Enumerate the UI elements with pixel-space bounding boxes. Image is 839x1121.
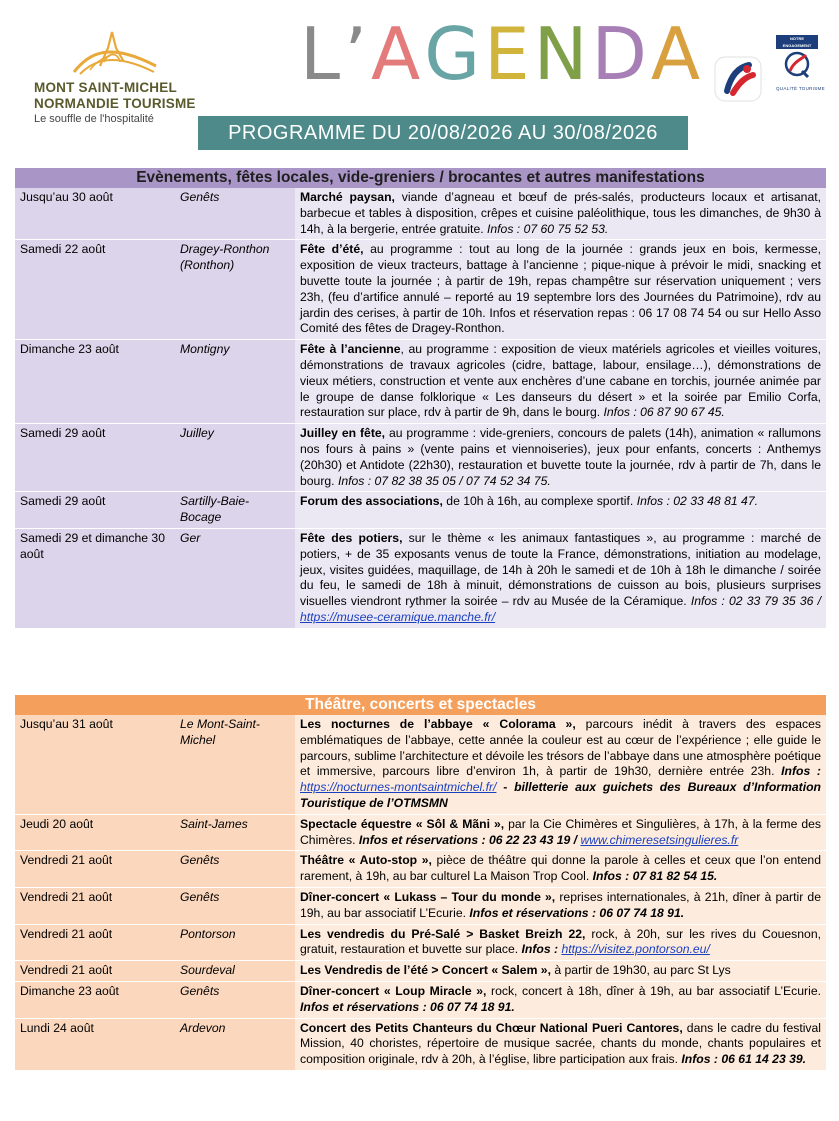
event-date: Vendredi 21 août xyxy=(15,887,175,924)
event-name: Fête à l’ancienne xyxy=(300,342,401,357)
event-name: Dîner-concert « Loup Miracle », xyxy=(300,983,487,998)
shows-section-title: Théâtre, concerts et spectacles xyxy=(15,695,826,715)
event-details: au programme : tout au long de la journée : grands jeux en bois, kermesse, exposition de vieux tracteurs, battage à l’ancienne ; pique-nique à prévoir le midi, snacking et buvette toute la journée ; à partir de 19h, repas champêtre sur réservation uniquement ; vers 23h, (feu d’artifice annulé – reporté au 19 septembre lors des Journées du Patrimoine), rdv au jardin des cerises, à partir de 10h. Infos et réservation repas : 06 17 08 74 54 ou sur Hello Asso Comité des fêtes de Dragey-Ronthon. xyxy=(300,242,821,336)
event-details: rock, concert à 18h, dîner à 19h, au bar associatif L’Ecurie. xyxy=(486,983,821,998)
event-date: Vendredi 21 août xyxy=(15,961,175,982)
event-infos: Infos : 07 81 82 54 15. xyxy=(592,869,718,884)
event-infos: Infos et réservations : 06 07 74 18 91. xyxy=(300,999,515,1014)
brand-logo xyxy=(26,22,196,132)
event-details: viande d’agneau et bœuf de prés-salés, producteurs locaux et artisanat, barbecue et tables à disposition, crêpes et cuisine paléolithique, tous les dimanches, de 9h30 à 14h, à la bergerie, entrée gratuite. xyxy=(300,190,821,236)
event-place: Montigny xyxy=(175,340,295,424)
event-description xyxy=(295,814,826,851)
event-name: Concert des Petits Chanteurs du Chœur National Pueri Cantores, xyxy=(300,1020,683,1035)
event-date: Jeudi 20 août xyxy=(15,814,175,851)
event-place: Ger xyxy=(175,528,295,628)
event-description xyxy=(295,240,826,340)
title-letter: A xyxy=(371,12,425,96)
event-place: Ardevon xyxy=(175,1018,295,1070)
event-description xyxy=(295,1018,826,1070)
shows-section xyxy=(15,695,826,1071)
event-description xyxy=(295,715,826,814)
event-description xyxy=(295,887,826,924)
event-place: Genêts xyxy=(175,887,295,924)
qualite-tourisme-icon xyxy=(776,49,818,79)
event-details: dans le cadre du festival Mission, 40 choristes, répertoire de musique sacrée, chants du monde, chants populaires et composition originale, rdv à 20h, à l’église, libre participation aux frais. xyxy=(300,1020,821,1067)
table-row xyxy=(15,961,826,982)
event-description xyxy=(295,492,826,529)
event-name: Les vendredis du Pré-Salé > Basket Breizh 22, xyxy=(300,926,586,941)
event-place: Juilley xyxy=(175,424,295,492)
event-date: Samedi 29 août xyxy=(15,492,175,529)
event-description xyxy=(295,188,826,240)
event-details: , au programme : exposition de vieux matériels agricoles et vieilles voitures, démonstrations de travaux agricoles (cidre, battage, labour, ensilage…), démonstrations de vieux métiers, construction et vente aux enchères d’une cabane en torchis, journée animée par le groupe de danse folklorique « Les danseurs du désert » et la soirée par Emilio Corfa, restauration sur place, rdv à partir de 9h, dans le bourg. xyxy=(300,342,821,420)
event-place: Le Mont-Saint-Michel xyxy=(175,715,295,814)
event-date: Lundi 24 août xyxy=(15,1018,175,1070)
title-letter: D xyxy=(591,12,651,96)
event-note: - billetterie aux guichets des Bureaux d’Information Touristique de l’OTMSMN xyxy=(300,780,821,810)
event-infos: Infos : xyxy=(781,764,821,779)
badge-qualite-label: QUALITÉ TOURISME xyxy=(776,86,825,91)
event-name: Dîner-concert « Lukass – Tour du monde », xyxy=(300,889,556,904)
event-details: rock, à 20h, sur les rives du Couesnon, gratuit, restauration et buvette sur place. xyxy=(300,926,821,957)
title-letter: E xyxy=(484,12,534,96)
event-link[interactable]: https://musee-ceramique.manche.fr/ xyxy=(300,609,496,624)
event-infos: Infos : 06 87 90 67 45. xyxy=(603,405,725,420)
badge-engagement-label: NOTRE ENGAGEMENT xyxy=(776,35,818,49)
event-name: Les Vendredis de l’été > Concert « Salem », xyxy=(300,963,551,978)
event-details: reprises internationales, à 21h, dîner à partir de 19h, au bar associatif L’Ecurie. xyxy=(300,889,821,920)
title-letter: G xyxy=(424,12,485,96)
events-table xyxy=(15,188,826,629)
event-details: par la Cie Chimères et Singulières, à 17h, à la ferme des Chimères. xyxy=(300,816,821,847)
event-details: pièce de théâtre qui donne la parole à celles et ceux que l’on entend rarement, à 19h, au bar culturel La Maison Trop Cool. xyxy=(300,853,821,884)
event-name: Théâtre « Auto-stop », xyxy=(300,853,432,868)
event-date: Vendredi 21 août xyxy=(15,924,175,961)
event-infos: Infos et réservations : 06 07 74 18 91. xyxy=(469,905,685,920)
event-details: parcours inédit à travers des espaces emblématiques de l’abbaye, cette année la couleur est au cœur de l’expérience ; elle guide le parcours, sublime l’architecture et dévoile les trésors de l’abbaye dans une atmosphère poétique et immersive, parcours libre d’environ 1h, à partir de 19h30, dernière entrée 23h. xyxy=(300,717,821,779)
event-date: Jusqu’au 30 août xyxy=(15,188,175,240)
event-name: Fête d’été, xyxy=(300,242,364,257)
event-name: Spectacle équestre « Sôl & Mãni », xyxy=(300,816,505,831)
event-link[interactable]: https://nocturnes-montsaintmichel.fr/ xyxy=(300,780,497,795)
title-letter: ’ xyxy=(344,12,372,96)
event-link[interactable]: https://visitez.pontorson.eu/ xyxy=(561,942,710,957)
event-date: Samedi 29 août xyxy=(15,424,175,492)
mont-saint-michel-logo-icon xyxy=(70,22,160,78)
event-name: Les nocturnes de l’abbaye « Colorama », xyxy=(300,717,576,731)
event-date: Samedi 29 et dimanche 30 août xyxy=(15,528,175,628)
marianne-badge-icon xyxy=(713,55,763,103)
event-infos: Infos : 07 82 38 35 05 / 07 74 52 34 75. xyxy=(337,473,551,488)
table-row xyxy=(15,715,826,814)
event-date: Dimanche 23 août xyxy=(15,340,175,424)
event-infos: Infos : 07 60 75 52 53. xyxy=(487,221,609,236)
event-description xyxy=(295,528,826,628)
event-date: Jusqu’au 31 août xyxy=(15,715,175,814)
table-row xyxy=(15,814,826,851)
event-infos: Infos : 02 33 79 35 36 / xyxy=(690,594,821,609)
title-letter: A xyxy=(650,12,705,96)
page-header xyxy=(0,0,839,160)
event-description xyxy=(295,424,826,492)
page-title xyxy=(300,14,704,94)
event-name: Marché paysan, xyxy=(300,190,395,204)
event-details: à partir de 19h30, au parc St Lys xyxy=(550,963,731,978)
title-letter: N xyxy=(533,12,592,96)
event-description xyxy=(295,924,826,961)
event-date: Vendredi 21 août xyxy=(15,851,175,888)
event-description xyxy=(295,981,826,1018)
event-date: Samedi 22 août xyxy=(15,240,175,340)
event-place: Genêts xyxy=(175,188,295,240)
event-name: Forum des associations, xyxy=(300,494,443,509)
event-place: Sartilly-Baie-Bocage xyxy=(175,492,295,529)
event-infos: Infos : xyxy=(521,942,562,957)
table-row xyxy=(15,851,826,888)
table-row xyxy=(15,924,826,961)
table-row xyxy=(15,340,826,424)
table-row xyxy=(15,188,826,240)
title-letter: L xyxy=(300,12,345,96)
qualite-tourisme-badge xyxy=(776,35,825,105)
table-row xyxy=(15,981,826,1018)
table-row xyxy=(15,887,826,924)
logo-tagline: Le souffle de l'hospitalité xyxy=(34,113,154,125)
events-section-title: Evènements, fêtes locales, vide-greniers / brocantes et autres manifestations xyxy=(15,168,826,188)
event-description xyxy=(295,851,826,888)
event-details: de 10h à 16h, au complexe sportif. xyxy=(442,494,637,509)
table-row xyxy=(15,424,826,492)
events-section xyxy=(15,168,826,629)
event-name: Juilley en fête, xyxy=(300,426,386,441)
event-infos: Infos : 02 33 48 81 47. xyxy=(636,494,758,509)
event-description xyxy=(295,961,826,982)
event-date: Dimanche 23 août xyxy=(15,981,175,1018)
event-infos: Infos : 06 61 14 23 39. xyxy=(681,1052,807,1067)
event-place: Sourdeval xyxy=(175,961,295,982)
event-place: Genêts xyxy=(175,851,295,888)
logo-line-2: NORMANDIE TOURISME xyxy=(34,96,196,111)
event-infos: Infos et réservations : 06 22 23 43 19 / xyxy=(358,832,581,847)
table-row xyxy=(15,1018,826,1070)
event-details: au programme : vide-greniers, concours de palets (14h), animation « rallumons nos fours à pains » (vente pains et viennoiseries), jeux pour enfants, concerts : Anthemys (20h30) et Antidote (22h30), restauration et buvette toute la journée, rdv à partir de 7h, dans le bourg. xyxy=(300,426,821,488)
event-place: Genêts xyxy=(175,981,295,1018)
event-place: Saint-James xyxy=(175,814,295,851)
event-name: Fête des potiers, xyxy=(300,530,403,545)
programme-dates-banner: PROGRAMME DU 20/08/2026 AU 30/08/2026 xyxy=(198,116,688,150)
event-place: Dragey-Ronthon (Ronthon) xyxy=(175,240,295,340)
event-details: sur le thème « les animaux fantastiques », au programme : marché de potiers, + de 35 exposants venus de toute la France, démonstrations, initiation au modelage, jeux, visites guidées, maquillage, de 14h à 20h le samedi et de 10h à 18h le dimanche / soirée du feu, le samedi de 18h à minuit, démonstrations de cuisson au bois, plusieurs surprises visuelles viendront rythmer la soirée – rdv au Musée de la Céramique. xyxy=(300,530,821,609)
event-place: Pontorson xyxy=(175,924,295,961)
event-link[interactable]: www.chimeresetsingulieres.fr xyxy=(580,832,739,847)
table-row xyxy=(15,492,826,529)
logo-line-1: MONT SAINT-MICHEL xyxy=(34,80,177,95)
shows-table xyxy=(15,715,826,1071)
table-row xyxy=(15,528,826,628)
table-row xyxy=(15,240,826,340)
event-description xyxy=(295,340,826,424)
